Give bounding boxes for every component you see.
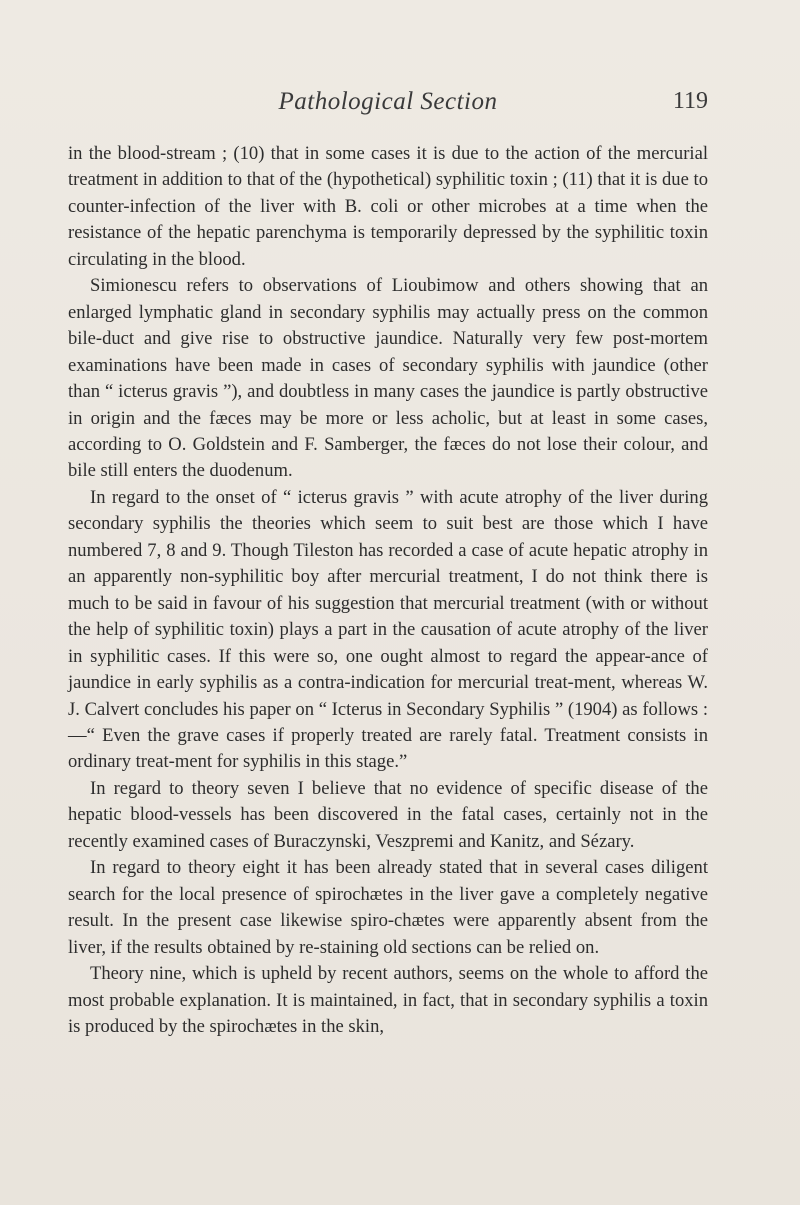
paragraph-continued: in the blood-stream ; (10) that in some cases it is due to the action of the mercurial treatment in addition to that of the (hypothetical) syphilitic toxin ; (11) that it is due to counter-infection of the liver with B. coli or other microbes at a time when the resistance of the hepatic parenchyma is temporarily depressed by the syphilitic toxin circulating in the blood. xyxy=(68,143,708,270)
running-head: Pathological Section xyxy=(278,88,498,115)
paragraph-theory-eight: In regard to theory eight it has been already stated that in several cases diligent search for the local presence of spirochætes in the liver gave a completely negative result. In the present case likewise spiro-chætes were apparently absent from the liver, if the results obtained by re-staining old sections can be relied on. xyxy=(68,857,708,958)
paragraph-icterus-gravis: In regard to the onset of “ icterus gravis ” with acute atrophy of the liver during secondary syphilis the theories which seem to suit best are those which I have numbered 7, 8 and 9. Though Tileston has recorded a case of acute hepatic atrophy in an apparently non-syphilitic boy after mercurial treatment, I do not think there is much to be said in favour of his suggestion that mercurial treatment (with or without the help of syphilitic toxin) plays a part in the causation of acute atrophy of the liver in syphilitic cases. If this were so, one ought almost to regard the appear-ance of jaundice in early syphilis as a contra-indication for mercurial treat-ment, whereas W. J. Calvert concludes his paper on “ Icterus in Secondary Syphilis ” (1904) as follows :—“ Even the grave cases if properly treated are rarely fatal. Treatment consists in ordinary treat-ment for syphilis in this stage.” xyxy=(68,486,708,773)
paragraph-theory-seven: In regard to theory seven I believe that no evidence of specific disease of the hepatic blood-vessels has been discovered in the fatal cases, certainly not in the recently examined cases of Buraczynski, Veszpremi and Kanitz, and Sézary. xyxy=(68,777,708,852)
paragraph-simionescu: Simionescu refers to observations of Lioubimow and others showing that an enlarged lymphatic gland in secondary syphilis may actually press on the common bile-duct and give rise to obstructive jaundice. Naturally very few post-mortem examinations have been made in cases of secondary syphilis with jaundice (other than “ icterus gravis ”), and doubtless in many cases the jaundice is partly obstructive in origin and the fæces may be more or less acholic, but at least in some cases, according to O. Goldstein and F. Samberger, the fæces do not lose their colour, and bile still enters the duodenum. xyxy=(68,275,708,482)
page-number: 119 xyxy=(672,88,708,114)
paragraph-theory-nine: Theory nine, which is upheld by recent authors, seems on the whole to afford the most probable explanation. It is maintained, in fact, that in secondary syphilis a toxin is produced by the spirochætes in the skin, xyxy=(68,963,708,1037)
body-text xyxy=(68,141,708,1040)
page-header xyxy=(68,88,708,128)
